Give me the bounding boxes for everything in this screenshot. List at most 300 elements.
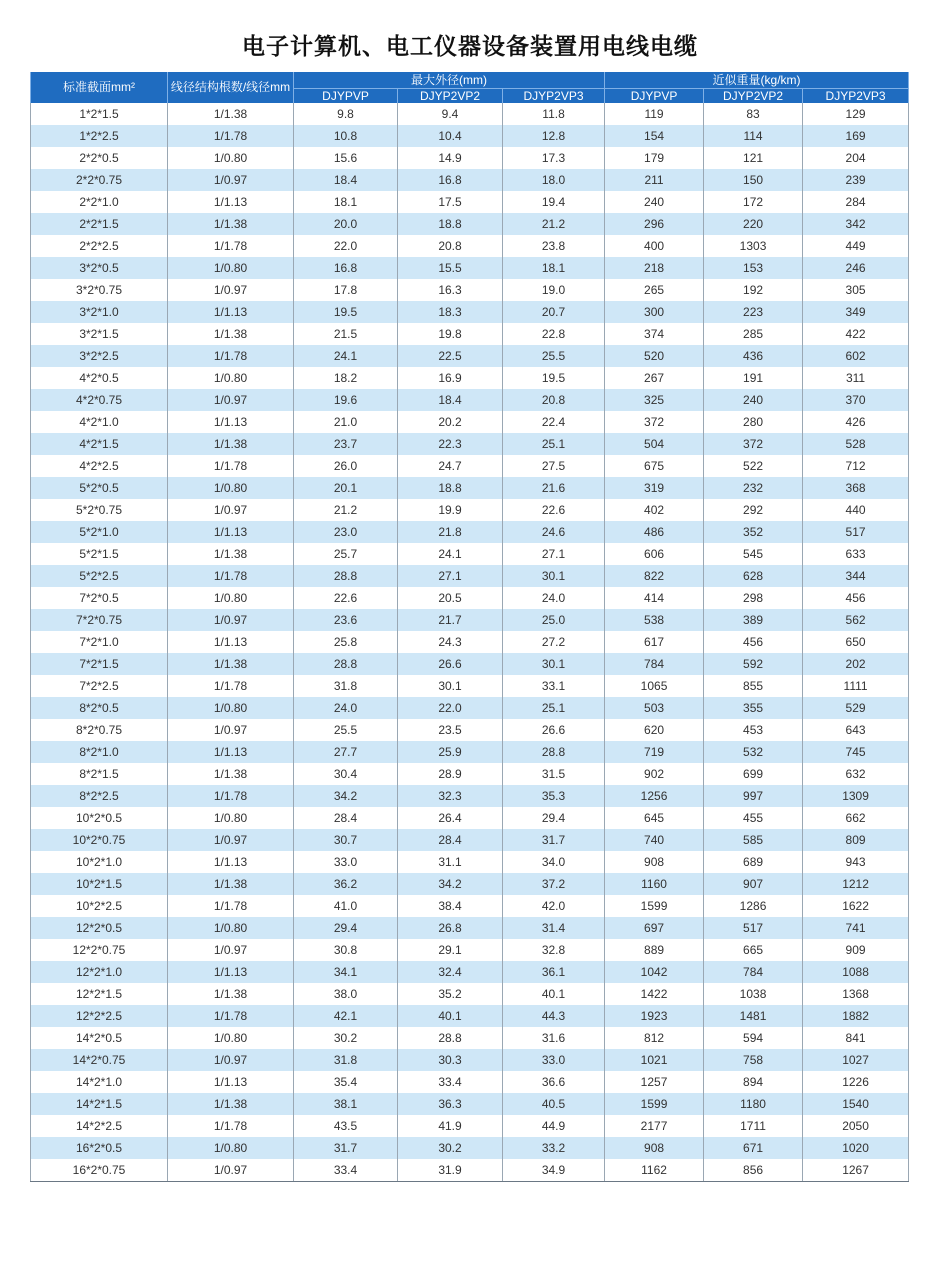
cell-structure: 1/0.97 (168, 829, 294, 851)
cell-section: 8*2*1.5 (31, 763, 168, 785)
cell-diameter-djypvp: 16.8 (294, 257, 398, 279)
cell-weight-djyp2vp2: 689 (704, 851, 803, 873)
cell-weight-djypvp: 154 (605, 125, 704, 147)
cell-diameter-djypvp: 23.6 (294, 609, 398, 631)
cell-diameter-djyp2vp3: 40.5 (503, 1093, 605, 1115)
cell-diameter-djyp2vp3: 21.2 (503, 213, 605, 235)
cell-weight-djypvp: 503 (605, 697, 704, 719)
cell-weight-djyp2vp3: 1212 (803, 873, 909, 895)
cell-section: 12*2*0.75 (31, 939, 168, 961)
cell-weight-djypvp: 267 (605, 367, 704, 389)
cell-weight-djyp2vp3: 745 (803, 741, 909, 763)
table-row (31, 829, 909, 851)
cell-diameter-djyp2vp3: 36.6 (503, 1071, 605, 1093)
cell-diameter-djyp2vp3: 25.1 (503, 433, 605, 455)
cell-diameter-djyp2vp3: 18.0 (503, 169, 605, 191)
cell-diameter-djypvp: 15.6 (294, 147, 398, 169)
cell-section: 5*2*1.5 (31, 543, 168, 565)
cell-structure: 1/0.97 (168, 939, 294, 961)
cell-diameter-djyp2vp3: 22.6 (503, 499, 605, 521)
cell-diameter-djyp2vp2: 40.1 (398, 1005, 503, 1027)
cell-section: 14*2*2.5 (31, 1115, 168, 1137)
cell-section: 10*2*1.0 (31, 851, 168, 873)
cell-diameter-djypvp: 36.2 (294, 873, 398, 895)
cell-weight-djyp2vp2: 856 (704, 1159, 803, 1182)
cell-weight-djypvp: 740 (605, 829, 704, 851)
cell-weight-djyp2vp3: 1368 (803, 983, 909, 1005)
cell-section: 4*2*0.75 (31, 389, 168, 411)
table-row (31, 257, 909, 279)
table-row (31, 653, 909, 675)
cell-weight-djyp2vp2: 545 (704, 543, 803, 565)
cell-diameter-djypvp: 28.4 (294, 807, 398, 829)
cell-section: 10*2*2.5 (31, 895, 168, 917)
cell-diameter-djyp2vp3: 40.1 (503, 983, 605, 1005)
table-row (31, 807, 909, 829)
cell-diameter-djyp2vp3: 44.3 (503, 1005, 605, 1027)
cell-weight-djyp2vp3: 305 (803, 279, 909, 301)
cell-diameter-djypvp: 28.8 (294, 565, 398, 587)
cell-structure: 1/1.38 (168, 653, 294, 675)
cell-weight-djyp2vp3: 426 (803, 411, 909, 433)
cell-diameter-djyp2vp3: 31.6 (503, 1027, 605, 1049)
cell-section: 14*2*0.75 (31, 1049, 168, 1071)
cell-diameter-djypvp: 10.8 (294, 125, 398, 147)
cell-section: 5*2*0.5 (31, 477, 168, 499)
cell-section: 2*2*0.5 (31, 147, 168, 169)
cell-diameter-djypvp: 41.0 (294, 895, 398, 917)
cell-weight-djyp2vp3: 909 (803, 939, 909, 961)
cell-weight-djyp2vp2: 665 (704, 939, 803, 961)
cell-diameter-djyp2vp2: 31.1 (398, 851, 503, 873)
cell-diameter-djyp2vp3: 25.1 (503, 697, 605, 719)
cell-diameter-djyp2vp2: 20.5 (398, 587, 503, 609)
cell-diameter-djyp2vp2: 26.4 (398, 807, 503, 829)
table-row (31, 609, 909, 631)
cell-weight-djyp2vp3: 809 (803, 829, 909, 851)
cell-diameter-djypvp: 18.4 (294, 169, 398, 191)
cell-section: 3*2*1.0 (31, 301, 168, 323)
cell-weight-djypvp: 300 (605, 301, 704, 323)
cell-weight-djyp2vp3: 529 (803, 697, 909, 719)
cell-diameter-djypvp: 38.1 (294, 1093, 398, 1115)
cell-weight-djyp2vp2: 997 (704, 785, 803, 807)
cell-diameter-djyp2vp3: 34.9 (503, 1159, 605, 1182)
cell-weight-djyp2vp3: 943 (803, 851, 909, 873)
cell-diameter-djyp2vp2: 21.8 (398, 521, 503, 543)
cell-diameter-djypvp: 19.6 (294, 389, 398, 411)
cell-structure: 1/0.80 (168, 807, 294, 829)
cell-weight-djyp2vp3: 239 (803, 169, 909, 191)
table-row (31, 345, 909, 367)
cell-structure: 1/0.80 (168, 477, 294, 499)
cell-weight-djypvp: 719 (605, 741, 704, 763)
cell-weight-djyp2vp3: 202 (803, 653, 909, 675)
cell-structure: 1/1.78 (168, 785, 294, 807)
table-row (31, 103, 909, 125)
cell-weight-djypvp: 325 (605, 389, 704, 411)
cell-section: 3*2*0.5 (31, 257, 168, 279)
cell-diameter-djyp2vp2: 33.4 (398, 1071, 503, 1093)
cell-diameter-djyp2vp3: 35.3 (503, 785, 605, 807)
cell-diameter-djyp2vp2: 41.9 (398, 1115, 503, 1137)
cell-weight-djyp2vp2: 150 (704, 169, 803, 191)
cell-diameter-djypvp: 33.0 (294, 851, 398, 873)
cell-weight-djyp2vp2: 1180 (704, 1093, 803, 1115)
cell-diameter-djyp2vp2: 32.4 (398, 961, 503, 983)
cell-section: 10*2*0.75 (31, 829, 168, 851)
cell-weight-djyp2vp2: 240 (704, 389, 803, 411)
cell-weight-djyp2vp2: 285 (704, 323, 803, 345)
cell-weight-djyp2vp2: 628 (704, 565, 803, 587)
cell-weight-djyp2vp2: 298 (704, 587, 803, 609)
cell-weight-djyp2vp2: 1038 (704, 983, 803, 1005)
cell-diameter-djypvp: 24.1 (294, 345, 398, 367)
cell-diameter-djypvp: 33.4 (294, 1159, 398, 1182)
table-row (31, 301, 909, 323)
cell-weight-djypvp: 1257 (605, 1071, 704, 1093)
cell-diameter-djyp2vp3: 34.0 (503, 851, 605, 873)
cell-diameter-djyp2vp3: 19.5 (503, 367, 605, 389)
cell-weight-djypvp: 374 (605, 323, 704, 345)
table-row (31, 125, 909, 147)
cell-diameter-djyp2vp2: 30.3 (398, 1049, 503, 1071)
cell-weight-djyp2vp2: 592 (704, 653, 803, 675)
table-row (31, 1093, 909, 1115)
cell-diameter-djypvp: 23.0 (294, 521, 398, 543)
cell-section: 7*2*2.5 (31, 675, 168, 697)
cell-weight-djypvp: 520 (605, 345, 704, 367)
cell-diameter-djypvp: 19.5 (294, 301, 398, 323)
cell-section: 8*2*1.0 (31, 741, 168, 763)
cell-diameter-djyp2vp2: 28.8 (398, 1027, 503, 1049)
cell-structure: 1/0.80 (168, 587, 294, 609)
cell-weight-djyp2vp3: 204 (803, 147, 909, 169)
table-row (31, 873, 909, 895)
cell-diameter-djyp2vp2: 19.8 (398, 323, 503, 345)
cell-weight-djyp2vp2: 894 (704, 1071, 803, 1093)
cell-weight-djypvp: 319 (605, 477, 704, 499)
cell-diameter-djyp2vp2: 10.4 (398, 125, 503, 147)
cell-diameter-djyp2vp2: 30.2 (398, 1137, 503, 1159)
cell-weight-djyp2vp2: 280 (704, 411, 803, 433)
cell-weight-djyp2vp2: 517 (704, 917, 803, 939)
table-row (31, 1115, 909, 1137)
table-row (31, 917, 909, 939)
cell-diameter-djyp2vp2: 29.1 (398, 939, 503, 961)
cell-diameter-djypvp: 35.4 (294, 1071, 398, 1093)
cell-weight-djypvp: 179 (605, 147, 704, 169)
cell-structure: 1/0.80 (168, 1137, 294, 1159)
cell-diameter-djyp2vp2: 24.1 (398, 543, 503, 565)
cell-diameter-djyp2vp2: 34.2 (398, 873, 503, 895)
cell-diameter-djyp2vp3: 18.1 (503, 257, 605, 279)
cell-diameter-djypvp: 30.7 (294, 829, 398, 851)
cell-weight-djyp2vp2: 784 (704, 961, 803, 983)
cell-weight-djyp2vp3: 712 (803, 455, 909, 477)
table-row (31, 1159, 909, 1182)
cell-section: 5*2*2.5 (31, 565, 168, 587)
cell-weight-djyp2vp2: 352 (704, 521, 803, 543)
cable-spec-table (30, 72, 909, 1182)
cell-weight-djypvp: 784 (605, 653, 704, 675)
cell-diameter-djypvp: 30.2 (294, 1027, 398, 1049)
cell-weight-djypvp: 1599 (605, 895, 704, 917)
cell-structure: 1/1.38 (168, 103, 294, 125)
cell-diameter-djyp2vp2: 18.3 (398, 301, 503, 323)
cell-weight-djyp2vp2: 355 (704, 697, 803, 719)
cell-diameter-djyp2vp2: 18.8 (398, 477, 503, 499)
cell-structure: 1/1.13 (168, 301, 294, 323)
cell-diameter-djyp2vp3: 33.2 (503, 1137, 605, 1159)
cell-diameter-djyp2vp3: 33.0 (503, 1049, 605, 1071)
cell-weight-djypvp: 265 (605, 279, 704, 301)
cell-diameter-djyp2vp3: 37.2 (503, 873, 605, 895)
cell-diameter-djyp2vp3: 23.8 (503, 235, 605, 257)
cell-weight-djyp2vp2: 907 (704, 873, 803, 895)
cell-weight-djypvp: 675 (605, 455, 704, 477)
cell-section: 4*2*0.5 (31, 367, 168, 389)
cell-section: 12*2*2.5 (31, 1005, 168, 1027)
cell-weight-djyp2vp3: 370 (803, 389, 909, 411)
cell-diameter-djyp2vp2: 25.9 (398, 741, 503, 763)
cell-weight-djyp2vp3: 456 (803, 587, 909, 609)
table-row (31, 433, 909, 455)
cell-weight-djyp2vp3: 129 (803, 103, 909, 125)
cell-diameter-djyp2vp2: 27.1 (398, 565, 503, 587)
cell-weight-djyp2vp2: 191 (704, 367, 803, 389)
cell-weight-djypvp: 620 (605, 719, 704, 741)
cell-diameter-djyp2vp2: 16.3 (398, 279, 503, 301)
cell-diameter-djyp2vp2: 23.5 (398, 719, 503, 741)
cell-weight-djyp2vp3: 2050 (803, 1115, 909, 1137)
cell-diameter-djyp2vp2: 22.5 (398, 345, 503, 367)
cell-diameter-djyp2vp3: 19.4 (503, 191, 605, 213)
cell-diameter-djyp2vp3: 26.6 (503, 719, 605, 741)
cell-diameter-djypvp: 31.8 (294, 1049, 398, 1071)
cell-weight-djyp2vp3: 344 (803, 565, 909, 587)
cell-diameter-djypvp: 31.7 (294, 1137, 398, 1159)
cell-section: 3*2*0.75 (31, 279, 168, 301)
cell-structure: 1/1.38 (168, 323, 294, 345)
cell-structure: 1/1.78 (168, 235, 294, 257)
cell-diameter-djyp2vp3: 30.1 (503, 565, 605, 587)
cell-weight-djyp2vp3: 368 (803, 477, 909, 499)
table-row (31, 147, 909, 169)
cell-weight-djyp2vp3: 1088 (803, 961, 909, 983)
cell-weight-djypvp: 606 (605, 543, 704, 565)
table-row (31, 763, 909, 785)
cell-weight-djypvp: 538 (605, 609, 704, 631)
cell-diameter-djyp2vp2: 17.5 (398, 191, 503, 213)
cell-weight-djypvp: 486 (605, 521, 704, 543)
cell-weight-djyp2vp3: 1882 (803, 1005, 909, 1027)
cell-weight-djyp2vp2: 1481 (704, 1005, 803, 1027)
cell-diameter-djyp2vp2: 14.9 (398, 147, 503, 169)
cell-weight-djyp2vp2: 389 (704, 609, 803, 631)
cell-diameter-djyp2vp2: 24.3 (398, 631, 503, 653)
cell-diameter-djypvp: 26.0 (294, 455, 398, 477)
cell-section: 1*2*2.5 (31, 125, 168, 147)
subheader-diameter-djyp2vp2: DJYP2VP2 (398, 89, 503, 104)
cell-diameter-djyp2vp3: 36.1 (503, 961, 605, 983)
cell-weight-djypvp: 211 (605, 169, 704, 191)
subheader-weight-djyp2vp2: DJYP2VP2 (704, 89, 803, 104)
table-row (31, 367, 909, 389)
cell-weight-djypvp: 119 (605, 103, 704, 125)
cell-section: 8*2*0.75 (31, 719, 168, 741)
cell-weight-djypvp: 617 (605, 631, 704, 653)
cell-structure: 1/0.97 (168, 499, 294, 521)
cell-diameter-djyp2vp3: 27.2 (503, 631, 605, 653)
cell-structure: 1/1.13 (168, 1071, 294, 1093)
cell-section: 7*2*0.5 (31, 587, 168, 609)
cell-diameter-djypvp: 28.8 (294, 653, 398, 675)
table-row (31, 851, 909, 873)
cell-diameter-djypvp: 25.5 (294, 719, 398, 741)
cell-diameter-djyp2vp3: 44.9 (503, 1115, 605, 1137)
cell-diameter-djyp2vp3: 22.4 (503, 411, 605, 433)
cell-diameter-djyp2vp2: 18.8 (398, 213, 503, 235)
cell-section: 5*2*1.0 (31, 521, 168, 543)
table-row (31, 675, 909, 697)
cell-structure: 1/1.13 (168, 961, 294, 983)
cell-weight-djyp2vp2: 172 (704, 191, 803, 213)
cell-diameter-djyp2vp3: 31.5 (503, 763, 605, 785)
cell-weight-djyp2vp2: 671 (704, 1137, 803, 1159)
cell-structure: 1/1.38 (168, 433, 294, 455)
cell-weight-djyp2vp3: 349 (803, 301, 909, 323)
cell-diameter-djyp2vp3: 25.5 (503, 345, 605, 367)
cell-structure: 1/1.78 (168, 675, 294, 697)
cell-weight-djyp2vp2: 1286 (704, 895, 803, 917)
table-row (31, 587, 909, 609)
cell-diameter-djyp2vp2: 26.8 (398, 917, 503, 939)
cell-diameter-djypvp: 42.1 (294, 1005, 398, 1027)
cell-structure: 1/1.78 (168, 455, 294, 477)
cell-diameter-djyp2vp3: 17.3 (503, 147, 605, 169)
cell-weight-djypvp: 822 (605, 565, 704, 587)
cell-structure: 1/0.97 (168, 719, 294, 741)
table-row (31, 697, 909, 719)
cell-diameter-djyp2vp3: 24.0 (503, 587, 605, 609)
cell-structure: 1/1.38 (168, 543, 294, 565)
cell-weight-djyp2vp3: 841 (803, 1027, 909, 1049)
cell-weight-djypvp: 504 (605, 433, 704, 455)
table-row (31, 323, 909, 345)
table-row (31, 455, 909, 477)
cell-section: 14*2*1.5 (31, 1093, 168, 1115)
cell-weight-djypvp: 645 (605, 807, 704, 829)
cell-section: 5*2*0.75 (31, 499, 168, 521)
cell-weight-djyp2vp3: 1111 (803, 675, 909, 697)
cell-weight-djyp2vp3: 284 (803, 191, 909, 213)
cell-diameter-djypvp: 27.7 (294, 741, 398, 763)
cell-weight-djypvp: 296 (605, 213, 704, 235)
cell-diameter-djyp2vp2: 28.4 (398, 829, 503, 851)
cell-diameter-djyp2vp3: 27.5 (503, 455, 605, 477)
cell-structure: 1/0.80 (168, 697, 294, 719)
cell-weight-djyp2vp3: 1020 (803, 1137, 909, 1159)
cell-section: 4*2*1.5 (31, 433, 168, 455)
cell-structure: 1/1.13 (168, 851, 294, 873)
table-row (31, 961, 909, 983)
cell-weight-djypvp: 908 (605, 1137, 704, 1159)
cell-structure: 1/0.97 (168, 279, 294, 301)
cell-diameter-djyp2vp3: 21.6 (503, 477, 605, 499)
cell-diameter-djypvp: 29.4 (294, 917, 398, 939)
cell-weight-djypvp: 1021 (605, 1049, 704, 1071)
cell-section: 7*2*1.5 (31, 653, 168, 675)
table-row (31, 1005, 909, 1027)
cell-weight-djyp2vp3: 342 (803, 213, 909, 235)
cell-diameter-djypvp: 23.7 (294, 433, 398, 455)
cell-weight-djyp2vp3: 1267 (803, 1159, 909, 1182)
cell-weight-djypvp: 2177 (605, 1115, 704, 1137)
cell-weight-djypvp: 372 (605, 411, 704, 433)
cell-section: 16*2*0.5 (31, 1137, 168, 1159)
cell-weight-djyp2vp3: 1309 (803, 785, 909, 807)
cell-section: 16*2*0.75 (31, 1159, 168, 1182)
cell-structure: 1/0.97 (168, 609, 294, 631)
table-row (31, 1027, 909, 1049)
cell-structure: 1/1.38 (168, 983, 294, 1005)
cell-weight-djypvp: 902 (605, 763, 704, 785)
cell-diameter-djyp2vp3: 31.4 (503, 917, 605, 939)
cell-diameter-djyp2vp2: 35.2 (398, 983, 503, 1005)
cell-section: 2*2*2.5 (31, 235, 168, 257)
cell-weight-djyp2vp3: 440 (803, 499, 909, 521)
cell-weight-djyp2vp2: 114 (704, 125, 803, 147)
cell-diameter-djypvp: 30.8 (294, 939, 398, 961)
cell-diameter-djypvp: 21.5 (294, 323, 398, 345)
cell-section: 7*2*0.75 (31, 609, 168, 631)
cell-weight-djyp2vp2: 232 (704, 477, 803, 499)
cell-weight-djypvp: 812 (605, 1027, 704, 1049)
header-approx-weight: 近似重量(kg/km) (605, 72, 909, 89)
header-structure: 线径结构根数/线径mm (168, 72, 294, 103)
cell-weight-djypvp: 1162 (605, 1159, 704, 1182)
cell-diameter-djyp2vp2: 18.4 (398, 389, 503, 411)
cell-weight-djypvp: 218 (605, 257, 704, 279)
cell-structure: 1/1.38 (168, 1093, 294, 1115)
table-row (31, 543, 909, 565)
cell-diameter-djypvp: 25.7 (294, 543, 398, 565)
cell-diameter-djyp2vp2: 20.2 (398, 411, 503, 433)
cell-weight-djyp2vp3: 633 (803, 543, 909, 565)
cell-weight-djyp2vp2: 223 (704, 301, 803, 323)
cell-diameter-djypvp: 20.0 (294, 213, 398, 235)
cell-weight-djyp2vp3: 741 (803, 917, 909, 939)
cell-diameter-djypvp: 9.8 (294, 103, 398, 125)
cell-structure: 1/1.78 (168, 895, 294, 917)
table-row (31, 895, 909, 917)
cell-diameter-djyp2vp3: 19.0 (503, 279, 605, 301)
table-row (31, 279, 909, 301)
subheader-weight-djypvp: DJYPVP (605, 89, 704, 104)
cell-weight-djyp2vp3: 1027 (803, 1049, 909, 1071)
table-row (31, 1137, 909, 1159)
cell-weight-djyp2vp3: 1226 (803, 1071, 909, 1093)
cell-diameter-djypvp: 18.2 (294, 367, 398, 389)
table-row (31, 719, 909, 741)
cell-weight-djyp2vp2: 436 (704, 345, 803, 367)
cell-weight-djypvp: 240 (605, 191, 704, 213)
cell-diameter-djyp2vp2: 19.9 (398, 499, 503, 521)
cell-diameter-djyp2vp3: 27.1 (503, 543, 605, 565)
cell-weight-djypvp: 908 (605, 851, 704, 873)
cell-weight-djyp2vp2: 83 (704, 103, 803, 125)
